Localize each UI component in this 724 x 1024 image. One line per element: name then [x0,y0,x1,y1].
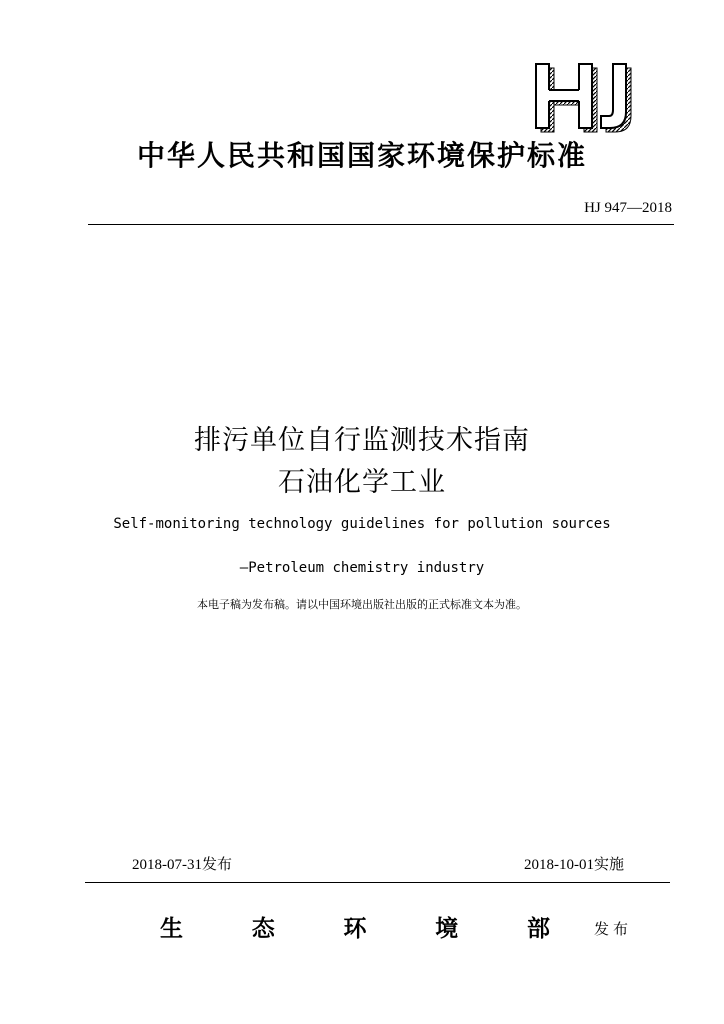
standard-title: 中华人民共和国国家环境保护标准 [136,139,587,172]
issuer-char: 部 [527,915,550,942]
hj-logo [531,60,659,136]
header-divider [88,224,674,225]
footer-divider [85,882,670,883]
issuer-char: 生 [160,915,183,942]
issuer-char: 境 [435,915,459,942]
english-title-line2: —Petroleum chemistry industry [239,560,485,576]
english-title-line1: Self-monitoring technology guidelines for pollution sources [113,516,611,532]
issuer-char: 环 [343,915,367,942]
document-title-line2: 石油化学工业 [278,467,446,498]
issue-label: 发布 [594,920,633,938]
document-title-line1: 排污单位自行监测技术指南 [194,425,530,456]
issuer-char: 态 [251,915,275,942]
issuer-name [160,910,550,943]
implement-date: 2018-10-01实施 [524,857,624,873]
hj-logo-graphic [531,60,659,136]
publish-date: 2018-07-31发布 [132,857,232,873]
standard-code: HJ 947—2018 [584,200,672,216]
draft-notice: 本电子稿为发布稿。请以中国环境出版社出版的正式标准文本为准。 [197,598,527,611]
